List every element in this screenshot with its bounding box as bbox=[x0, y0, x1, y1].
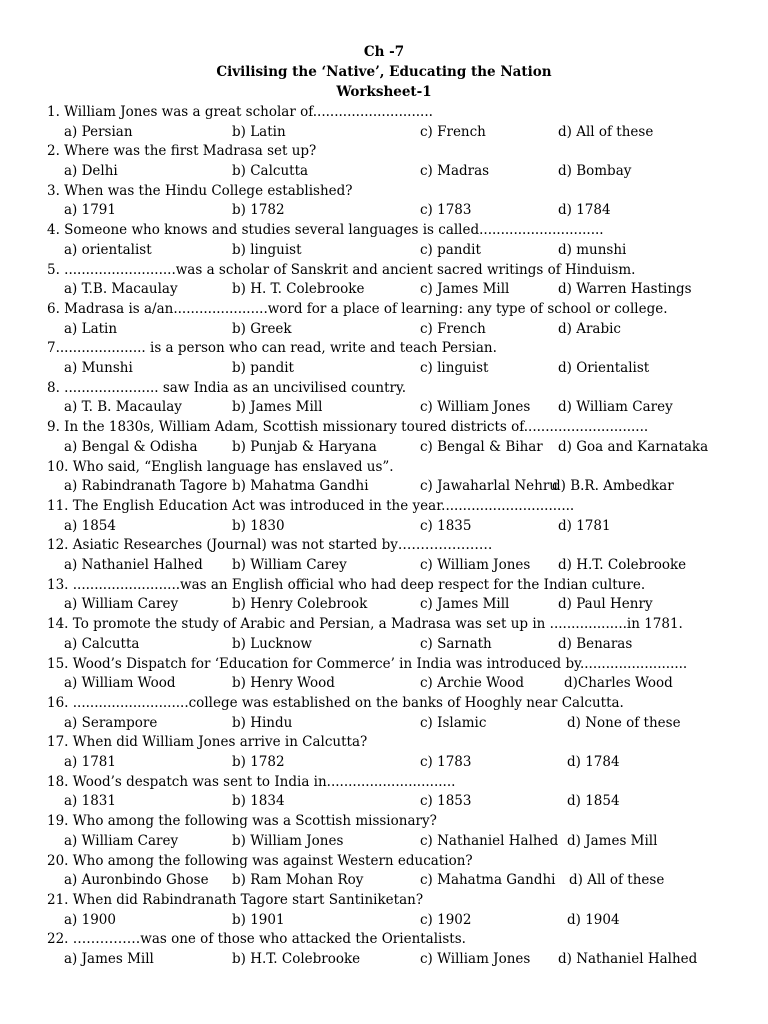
option-d: d) All of these bbox=[569, 872, 665, 889]
option-a: a) T.B. Macaulay bbox=[64, 281, 178, 298]
option-b: b) pandit bbox=[232, 360, 294, 376]
option-b: b) 1830 bbox=[232, 517, 285, 534]
option-a: a) Calcutta bbox=[64, 635, 140, 652]
option-a: a) Persian bbox=[64, 123, 133, 140]
option-a: a) Delhi bbox=[64, 163, 118, 179]
option-c: c) 1835 bbox=[420, 517, 472, 534]
option-b: b) William Carey bbox=[232, 557, 347, 573]
option-c: c) pandit bbox=[420, 241, 481, 258]
option-c: c) Nathaniel Halhed bbox=[420, 832, 559, 849]
option-a: a) 1831 bbox=[64, 793, 116, 810]
option-b: b) Ram Mohan Roy bbox=[232, 872, 364, 889]
option-d: d) All of these bbox=[558, 123, 654, 140]
option-d: d) William Carey bbox=[558, 399, 673, 416]
option-a: a) Latin bbox=[64, 320, 118, 337]
option-a: a) Munshi bbox=[64, 360, 133, 376]
option-b: b) 1782 bbox=[232, 202, 285, 219]
question-text: 21. When did Rabindranath Tagore start Santiniketan? bbox=[47, 892, 424, 908]
option-c: c) 1902 bbox=[420, 911, 472, 928]
question-text: 5. ..........................was a scholar of Sanskrit and ancient sacred writings of Hinduism. bbox=[47, 261, 636, 278]
option-b: b) Latin bbox=[232, 123, 286, 140]
option-b: b) Lucknow bbox=[232, 635, 312, 652]
option-c: c) French bbox=[420, 123, 486, 140]
option-c: c) French bbox=[420, 320, 486, 337]
option-d: d) H.T. Colebrooke bbox=[558, 557, 687, 573]
option-a: a) James Mill bbox=[64, 951, 154, 967]
option-a: a) Auronbindo Ghose bbox=[64, 872, 209, 889]
option-c: c) William Jones bbox=[420, 557, 531, 573]
question-text: 15. Wood’s Dispatch for ‘Education for Commerce’ in India was introduced by......................... bbox=[47, 655, 688, 672]
option-d: d) B.R. Ambedkar bbox=[552, 478, 674, 495]
option-d: d) Warren Hastings bbox=[558, 281, 692, 298]
question-text: 8. ...................... saw India as an uncivilised country. bbox=[47, 379, 407, 396]
option-d: d) 1784 bbox=[558, 202, 611, 219]
option-c: c) linguist bbox=[420, 360, 489, 376]
option-a: a) William Carey bbox=[64, 596, 179, 613]
worksheet-label: Worksheet-1 bbox=[336, 84, 432, 100]
question-text: 6. Madrasa is a/an......................word for a place of learning: any type of school or college. bbox=[47, 301, 668, 317]
question-text: 22. ……………was one of those who attacked the Orientalists. bbox=[47, 931, 466, 948]
option-a: a) Rabindranath Tagore bbox=[64, 478, 228, 495]
option-c: c) 1783 bbox=[420, 202, 472, 219]
option-b: b) Hindu bbox=[232, 714, 293, 731]
option-b: b) Mahatma Gandhi bbox=[232, 478, 369, 495]
option-a: a) 1854 bbox=[64, 517, 116, 534]
option-b: b) H.T. Colebrooke bbox=[232, 951, 361, 967]
option-c: c) Sarnath bbox=[420, 635, 492, 652]
option-a: a) Bengal & Odisha bbox=[64, 438, 198, 455]
option-c: c) Madras bbox=[420, 163, 490, 179]
option-b: b) Greek bbox=[232, 320, 292, 337]
question-text: 17. When did William Jones arrive in Calcutta? bbox=[47, 734, 368, 751]
option-a: a) Serampore bbox=[64, 714, 158, 731]
question-text: 10. Who said, “English language has enslaved us”. bbox=[47, 458, 394, 475]
option-c: c) William Jones bbox=[420, 951, 531, 967]
option-a: a) T. B. Macaulay bbox=[64, 399, 182, 416]
option-a: a) 1791 bbox=[64, 202, 116, 219]
question-text: 4. Someone who knows and studies several languages is called............................. bbox=[47, 222, 604, 239]
option-d: d) 1904 bbox=[567, 911, 620, 928]
question-text: 14. To promote the study of Arabic and Persian, a Madrasa was set up in ..................in 1781. bbox=[47, 616, 683, 633]
option-b: b) 1901 bbox=[232, 911, 285, 928]
option-d: d) 1781 bbox=[558, 517, 611, 534]
option-c: c) Mahatma Gandhi bbox=[420, 872, 556, 889]
question-text: 3. When was the Hindu College established? bbox=[47, 182, 353, 199]
chapter-title: Civilising the ‘Native’, Educating the Nation bbox=[216, 64, 552, 80]
question-text: 19. Who among the following was a Scottish missionary? bbox=[47, 813, 437, 830]
option-d: d) Arabic bbox=[558, 320, 621, 337]
option-d: d) Paul Henry bbox=[558, 596, 653, 613]
option-a: a) William Carey bbox=[64, 832, 179, 849]
option-c: c) Archie Wood bbox=[420, 675, 525, 692]
question-text: 12. Asiatic Researches (Journal) was not started by………………… bbox=[47, 537, 493, 554]
option-b: b) William Jones bbox=[232, 832, 344, 849]
option-b: b) linguist bbox=[232, 241, 302, 258]
option-c: c) Islamic bbox=[420, 714, 487, 731]
option-c: c) Bengal & Bihar bbox=[420, 438, 543, 455]
option-a: a) William Wood bbox=[64, 675, 176, 692]
option-c: c) 1783 bbox=[420, 754, 472, 770]
option-b: b) James Mill bbox=[232, 399, 323, 416]
option-d: d)Charles Wood bbox=[564, 675, 673, 692]
option-b: b) Henry Colebrook bbox=[232, 596, 368, 613]
question-text: 18. Wood’s despatch was sent to India in.............................. bbox=[47, 773, 456, 790]
option-d: d) Orientalist bbox=[558, 360, 650, 376]
option-d: d) 1784 bbox=[567, 754, 620, 770]
option-d: d) James Mill bbox=[567, 832, 658, 849]
option-a: a) 1781 bbox=[64, 754, 116, 770]
question-text: 11. The English Education Act was introduced in the year............................... bbox=[47, 498, 575, 514]
option-b: b) H. T. Colebrooke bbox=[232, 281, 365, 298]
option-b: b) 1834 bbox=[232, 793, 285, 810]
option-c: c) James Mill bbox=[420, 596, 510, 613]
option-d: d) munshi bbox=[558, 241, 627, 258]
question-text: 16. ...........................college was established on the banks of Hooghly near Calcutta. bbox=[47, 695, 624, 711]
option-b: b) Punjab & Haryana bbox=[232, 438, 377, 455]
option-d: d) Nathaniel Halhed bbox=[558, 951, 698, 967]
question-text: 2. Where was the first Madrasa set up? bbox=[47, 143, 317, 160]
option-b: b) Calcutta bbox=[232, 163, 309, 179]
option-a: a) 1900 bbox=[64, 911, 116, 928]
option-d: d) 1854 bbox=[567, 793, 620, 810]
option-a: a) orientalist bbox=[64, 241, 152, 258]
question-text: 7..................... is a person who can read, write and teach Persian. bbox=[47, 340, 497, 357]
option-c: c) William Jones bbox=[420, 399, 531, 416]
option-d: d) Bombay bbox=[558, 163, 632, 179]
chapter-number: Ch -7 bbox=[363, 44, 405, 60]
option-a: a) Nathaniel Halhed bbox=[64, 557, 203, 573]
question-text: 13. .........................was an English official who had deep respect for the Indian culture. bbox=[47, 576, 646, 593]
option-c: c) Jawaharlal Nehru bbox=[420, 478, 558, 495]
option-d: d) None of these bbox=[567, 714, 681, 731]
question-text: 9. In the 1830s, William Adam, Scottish missionary toured districts of............................. bbox=[47, 419, 649, 436]
option-b: b) Henry Wood bbox=[232, 675, 335, 692]
option-b: b) 1782 bbox=[232, 754, 285, 770]
option-d: d) Benaras bbox=[558, 635, 633, 652]
question-text: 20. Who among the following was against Western education? bbox=[47, 852, 473, 869]
option-d: d) Goa and Karnataka bbox=[558, 438, 709, 455]
question-text: 1. William Jones was a great scholar of............................ bbox=[47, 104, 433, 120]
option-c: c) James Mill bbox=[420, 281, 510, 298]
option-c: c) 1853 bbox=[420, 793, 472, 810]
